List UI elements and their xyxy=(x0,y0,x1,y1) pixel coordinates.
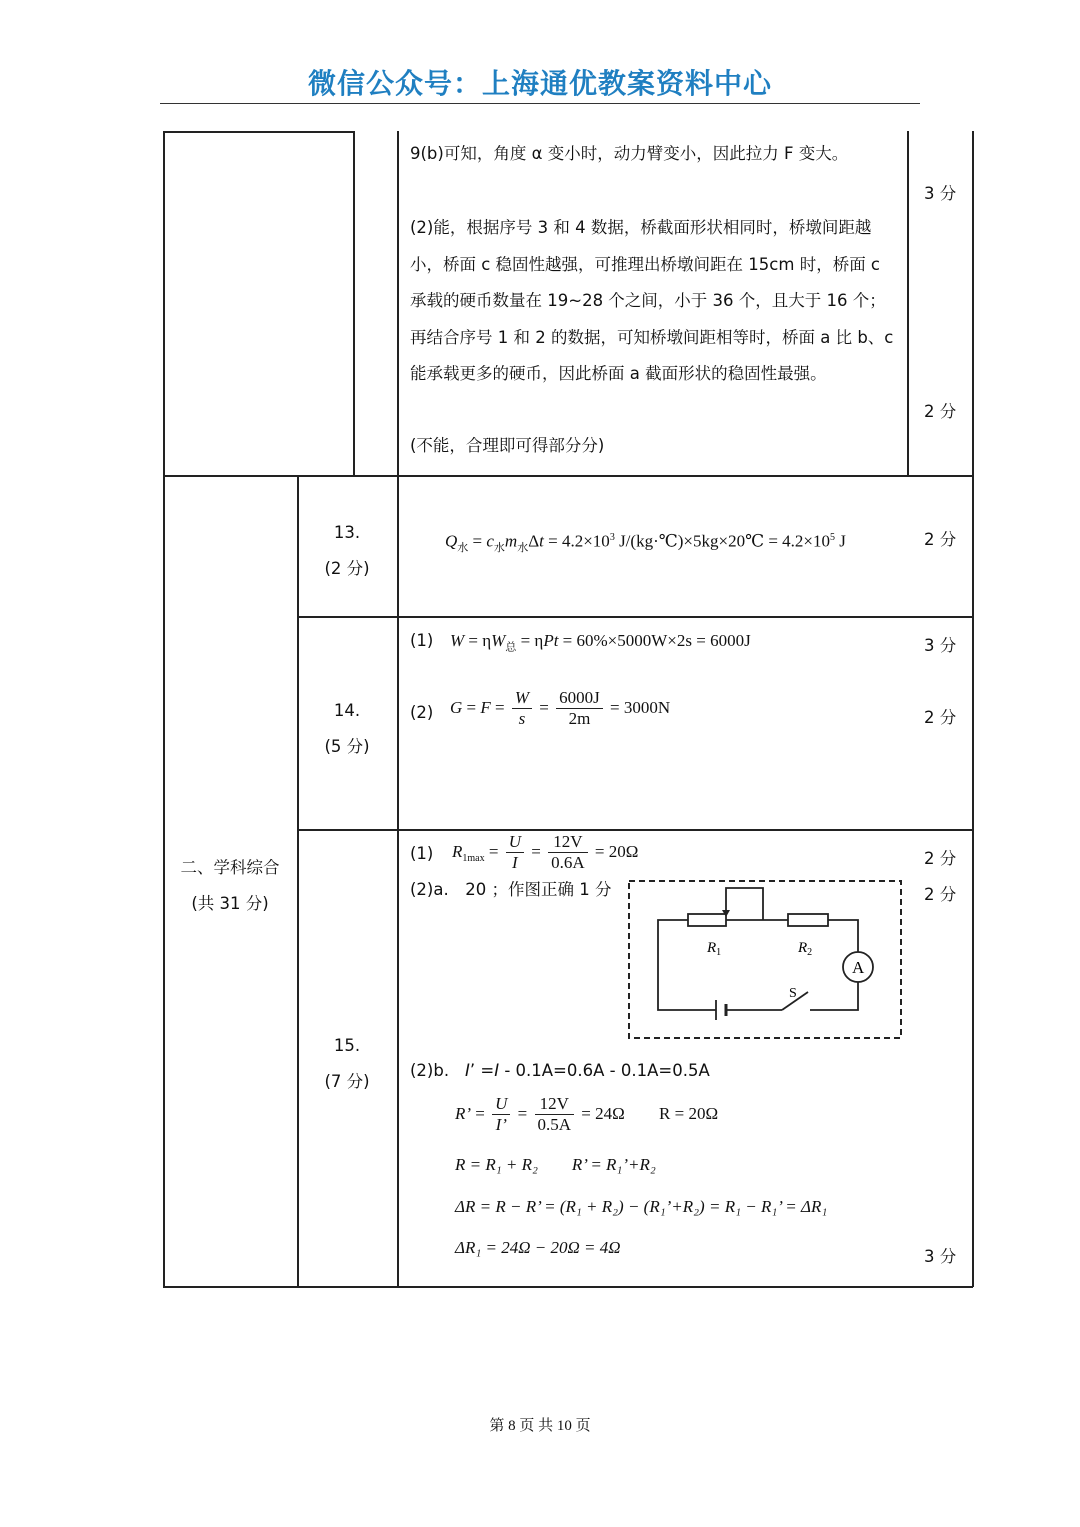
table-right-border xyxy=(972,131,974,1287)
fraction-u-over-i: $\frac{U}{I}$ xyxy=(506,832,524,874)
table-content-left-border xyxy=(397,131,399,1287)
q14-number: 14. xyxy=(333,701,361,720)
r2-label: $R_2$ xyxy=(798,940,813,958)
q12-line1: 9(b)可知，角度 α 变小时，动力臂变小，因此拉力 F 变大。 xyxy=(410,144,849,163)
ammeter-label: A xyxy=(852,958,865,977)
q14-part1-equation: $W = \eta W_总 = \eta Pt = 60\%\times 5000W\times 2s = 6000J$ xyxy=(450,631,751,654)
table-top-border-left xyxy=(163,131,353,133)
q14-part2-equation: G = F = $\frac{W}{s}$ = $\frac{6000J}{2m}$ = 3000N xyxy=(450,688,671,729)
q12-score1: 3 分 xyxy=(924,184,957,203)
q15-part2b-line2: R’ = $\frac{U}{I’}$ = $\frac{12V}{0.5A}$ = 24Ω R = 20Ω xyxy=(455,1094,719,1135)
q15-part2a-score: 2 分 xyxy=(924,885,957,904)
q12-paragraph: (2)能，根据序号 3 和 4 数据，桥截面形状相同时，桥墩间距越小，桥面 c 稳固性越强，可推理出桥墩间距在 15cm 时，桥面 c 承载的硬币数量在 19~28 个之间，小于 36 个，且大于 16 个；再结合序号 1 和 2 的数据，可知桥墩间距相等时，桥面 a 比 b、c 能承载更多的硬币，因此桥面 a 截面形状的稳固性最强。 xyxy=(410,218,894,383)
q15-part2b-score: 3 分 xyxy=(924,1247,957,1266)
q14-part2-score: 2 分 xyxy=(924,708,957,727)
q14-part2-label: (2) xyxy=(410,703,434,722)
section-name: 二、学科综合 xyxy=(180,858,280,877)
table-row-divider xyxy=(163,475,973,477)
page-footer: 第 8 页 共 10 页 xyxy=(489,1418,591,1434)
q13-equation: $Q_水 = c_水m_水\Delta t = 4.2\times 10^3$ J/(kg·℃)×5kg×20℃ = $4.2\times 10^5$ J xyxy=(445,531,846,555)
table-bottom-border xyxy=(163,1286,973,1288)
q15-part2b-line1: I’ =I - 0.1A=0.6A - 0.1A=0.5A xyxy=(465,1061,710,1080)
fraction-value: $\frac{12V}{0.6A}$ xyxy=(548,832,588,874)
table-score-border xyxy=(907,131,909,476)
q15-part2a-text: (2)a. 20 ；作图正确 1 分 xyxy=(410,880,612,899)
wire-left xyxy=(658,920,716,1010)
q14-part1-label: (1) xyxy=(410,631,434,650)
q15-part2b-label: (2)b. xyxy=(410,1061,450,1080)
r1-label: $R_1$ xyxy=(707,940,722,958)
fraction-value: $\frac{12V}{0.5A}$ xyxy=(535,1094,575,1136)
switch-label: S xyxy=(789,986,797,1001)
header-divider xyxy=(160,103,920,104)
q15-part2b-line4: ΔR = R − R’ = (R₁ + R₂) − (R₁’+R₂) = R₁ − R₁’ = ΔR₁ xyxy=(455,1197,828,1216)
q15-points: (7 分) xyxy=(324,1072,370,1091)
section-total: (共 31 分) xyxy=(191,894,269,913)
q15-number: 15. xyxy=(333,1036,361,1055)
resistor-r1 xyxy=(688,914,726,926)
table-left-border xyxy=(163,131,165,1287)
q13-points: (2 分) xyxy=(324,559,370,578)
table-row-divider xyxy=(297,616,973,618)
wire-right xyxy=(828,920,858,952)
q15-part1-score: 2 分 xyxy=(924,849,957,868)
table-question-col-border xyxy=(297,475,299,1287)
wire-bottom-right xyxy=(810,982,858,1010)
q15-part1-label: (1) xyxy=(410,844,434,863)
slider-wire xyxy=(726,888,763,920)
q13-number: 13. xyxy=(333,523,361,542)
table-row-divider xyxy=(297,829,973,831)
resistor-r2 xyxy=(788,914,828,926)
q15-part2b-line5: ΔR₁ = 24Ω − 20Ω = 4Ω xyxy=(455,1238,621,1257)
q12-score2: 2 分 xyxy=(924,402,957,421)
fraction-u-over-i-prime: $\frac{U}{I’}$ xyxy=(492,1094,510,1136)
table-inner-border xyxy=(353,131,355,476)
fraction-value: $\frac{6000J}{2m}$ xyxy=(556,688,603,730)
q12-note: (不能，合理即可得部分分) xyxy=(410,436,605,455)
q15-part2b-line3: R = R₁ + R₂ R’ = R₁’+R₂ xyxy=(455,1155,656,1174)
page-header-title: 微信公众号：上海通优教案资料中心 xyxy=(307,67,772,100)
circuit-diagram xyxy=(628,880,902,1039)
q14-part1-score: 3 分 xyxy=(924,636,957,655)
q14-points: (5 分) xyxy=(324,737,370,756)
q13-score: 2 分 xyxy=(924,530,957,549)
fraction-w-over-s: $\frac{W}{s}$ xyxy=(512,688,532,730)
q15-part1-equation: $R_{1max}$ = $\frac{U}{I}$ = $\frac{12V}{0.6A}$ = 20Ω xyxy=(452,832,639,873)
